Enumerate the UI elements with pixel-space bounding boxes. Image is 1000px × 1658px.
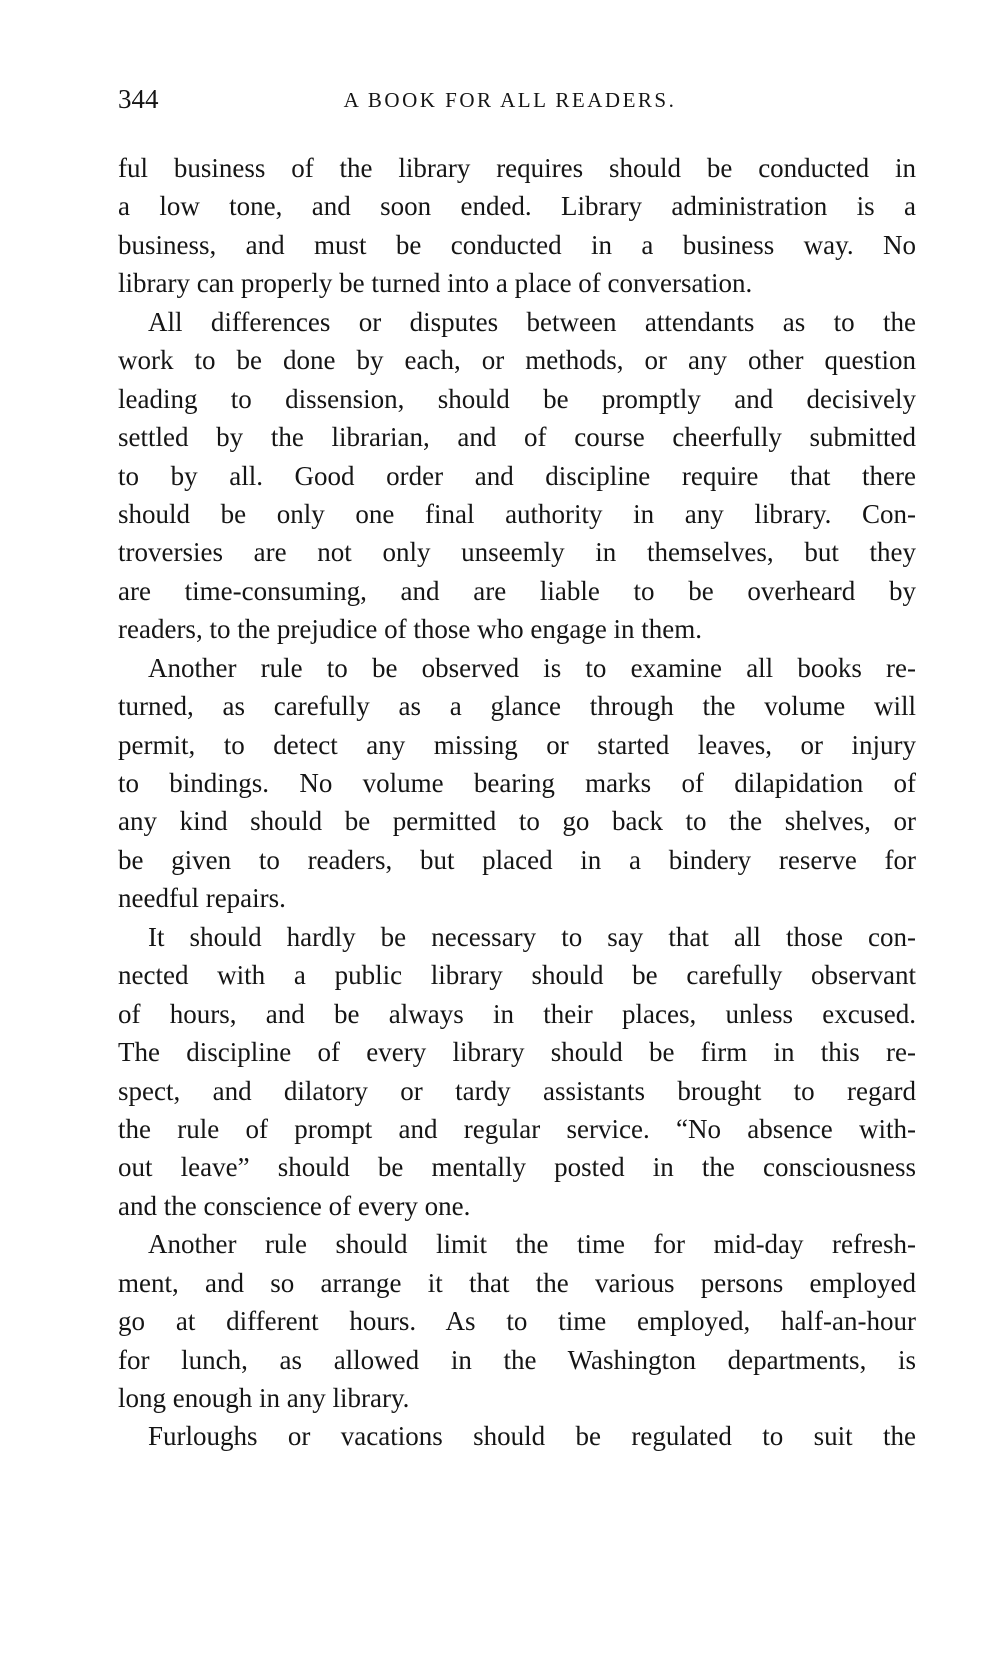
text-line: spect, and dilatory or tardy assistants brought to regard <box>118 1075 916 1106</box>
text-line: be given to readers, but placed in a bindery reserve for <box>118 844 916 875</box>
text-line: to by all. Good order and discipline require that there <box>118 460 916 491</box>
text-line: turned, as carefully as a glance through the volume will <box>118 691 916 722</box>
text-line: work to be done by each, or methods, or any other question <box>118 345 916 376</box>
text-line: the rule of prompt and regular service. “No absence with- <box>118 1113 916 1144</box>
text-line: out leave” should be mentally posted in the consciousness <box>118 1152 916 1183</box>
text-line: of hours, and be always in their places, unless excused. <box>118 998 916 1029</box>
text-line: library can properly be turned into a place of conversation. <box>118 268 753 299</box>
text-line: All differences or disputes between attendants as to the <box>148 306 916 337</box>
text-line: ful business of the library requires should be conducted in <box>118 153 916 183</box>
paragraph <box>118 149 916 303</box>
text-line: are time-consuming, and are liable to be overheard by <box>118 575 916 606</box>
text-line: readers, to the prejudice of those who engage in them. <box>118 614 703 645</box>
text-line: any kind should be permitted to go back to the shelves, or <box>118 806 916 837</box>
text-line: business, and must be conducted in a business way. No <box>118 229 916 260</box>
paragraph <box>118 1225 916 1417</box>
text-line: long enough in any library. <box>118 1383 410 1413</box>
page-body <box>118 149 916 1456</box>
paragraph <box>118 303 916 649</box>
paragraph <box>118 918 916 1226</box>
page-number: 344 <box>118 84 159 114</box>
text-line: Another rule to be observed is to examine all books re- <box>148 652 916 683</box>
text-line: settled by the librarian, and of course cheerfully submitted <box>118 422 916 453</box>
text-line: a low tone, and soon ended. Library administration is a <box>118 191 916 222</box>
text-line: go at different hours. As to time employed, half-an-hour <box>118 1306 916 1337</box>
text-line: should be only one final authority in any library. Con- <box>118 498 916 529</box>
text-line: Another rule should limit the time for mid-day refresh- <box>148 1229 916 1260</box>
text-line: to bindings. No volume bearing marks of dilapidation of <box>118 768 916 798</box>
paragraph <box>118 1417 916 1455</box>
text-line: and the conscience of every one. <box>118 1190 471 1221</box>
text-line: needful repairs. <box>118 883 286 914</box>
paragraph <box>118 649 916 918</box>
text-line: leading to dissension, should be promptly and decisively <box>118 383 916 414</box>
text-line: ment, and so arrange it that the various persons employed <box>118 1267 916 1298</box>
running-head: A BOOK FOR ALL READERS. <box>343 88 677 112</box>
text-line: The discipline of every library should be firm in this re- <box>118 1037 916 1068</box>
text-line: nected with a public library should be carefully observant <box>118 960 916 991</box>
text-line: Furloughs or vacations should be regulated to suit the <box>148 1421 916 1452</box>
text-line: for lunch, as allowed in the Washington departments, is <box>118 1344 916 1375</box>
text-line: troversies are not only unseemly in themselves, but they <box>118 537 916 568</box>
text-line: permit, to detect any missing or started leaves, or injury <box>118 729 916 760</box>
text-line: It should hardly be necessary to say that all those con- <box>148 921 916 952</box>
